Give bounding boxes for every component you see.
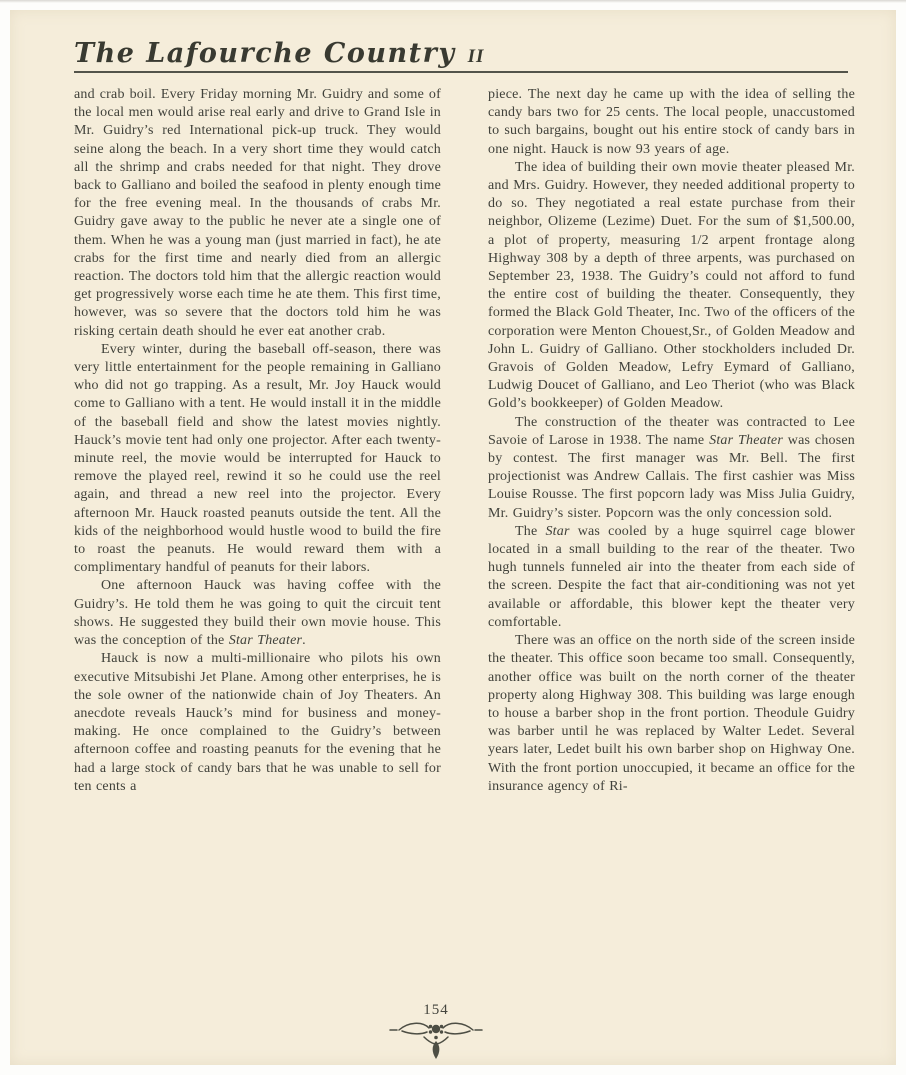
paragraph	[488, 159, 855, 414]
text-segment: One afternoon Hauck was having coffee with the Guidry’s. He told them he was going to quit the circuit tent shows. He suggested they build their own movie house. This was the conception of the	[74, 578, 441, 649]
page-header	[10, 10, 896, 73]
paragraph	[74, 650, 441, 796]
text-segment: piece. The next day he came up with the idea of selling the candy bars two for 25 cents. The local people, unaccustomed to such bargains, bought out his entire stock of candy bars in one night. Hauck is now 93 years of age.	[488, 87, 855, 157]
text-segment: and crab boil. Every Friday morning Mr. Guidry and some of the local men would arise real early and drive to Grand Isle in Mr. Guidry’s red International pick-up truck. They would seine along the beach. In a very short time they would catch all the shrimp and crabs needed for that night. They drove back to Galliano and boiled the seafood in plenty enough time for the free evening meal. In the thousands of crabs Mr. Guidry gave away to the public he never ate a single one of them. When he was a young man (just married in fact), he ate crabs for the first time and nearly died from an allergic reaction. The doctors told him that the allergic reaction would get progressively worse each time he ate them. This first time, however, was so severe that the doctors told him he was risking certain death should he ever eat another crab.	[74, 87, 441, 339]
text-segment: There was an office on the north side of the screen inside the theater. This office soon became too small. Consequently, another office was built on the north corner of the theater property along Highway 308. This building was large enough to house a barber shop in the front portion. Theodule Guidry was barber until he was replaced by Walter Ledet. Several years later, Ledet built his own barber shop on Highway One. With the front portion unoccupied, it became an office for the insurance agency of Ri-	[488, 633, 855, 794]
italic-text: Star Theater	[709, 432, 783, 448]
text-segment: The	[515, 523, 546, 539]
paragraph	[488, 414, 855, 523]
italic-text: Star Theater	[228, 633, 303, 649]
paragraph	[488, 523, 855, 632]
text-segment: Every winter, during the baseball off-season, there was very little entertainment for the people remaining in Galliano who did not go trapping. As a result, Mr. Joy Hauck would come to Galliano with a tent. He would install it in the middle of the baseball field and show the latest movies nightly. Hauck’s movie tent had only one projector. After each twenty-minute reel, the movie would be interrupted for Hauck to remove the played reel, rewind it so he could use the reel again, and thread a new reel into the projector. Every afternoon Mr. Hauck roasted peanuts outside the tent. All the kids of the neighborhood would hustle wood to build the fire to roast the peanuts. He would reward them with a complimentary handful of peanuts for their labors.	[74, 341, 442, 576]
text-segment: The construction of the theater was contracted to Lee Savoie of Larose in 1938. The name	[488, 414, 855, 448]
text-segment: was cooled by a huge squirrel cage blower located in a small building to the rear of the theater. Two hugh tunnels funneled air into the theater from each side of the screen. Despite the fact that air-conditioning was not yet available or affordable, this blower kept the theater very comfortable.	[488, 523, 855, 630]
book-title: The Lafourche Country	[74, 38, 456, 69]
running-head	[74, 38, 848, 69]
page-footer	[388, 1002, 484, 1061]
paragraph	[488, 86, 855, 159]
left-column	[74, 86, 441, 796]
paragraph	[74, 341, 441, 578]
text-segment: .	[302, 633, 306, 649]
paragraph	[74, 86, 441, 341]
text-segment: was chosen by contest. The first manager was Mr. Bell. The first projectionist was Andrew Callais. The first cashier was Miss Louise Rousse. The first popcorn lady was Miss Julia Guidry, Mr. Guidry’s sister. Popcorn was the only concession sold.	[488, 432, 856, 521]
volume-number: II	[467, 46, 485, 67]
text-segment: Hauck is now a multi-millionaire who pilots his own executive Mitsubishi Jet Plane. Among other enterprises, he is the sole owner of the nationwide chain of Joy Theaters. An anecdote reveals Hauck’s mind for business and money-making. He once complained to the Guidry’s between afternoon coffee and roasting peanuts for the evening that he had a large stock of candy bars that he was unable to sell for ten cents a	[74, 651, 441, 794]
text-segment: The idea of building their own movie theater pleased Mr. and Mrs. Guidry. However, they needed additional property to do so. They negotiated a real estate purchase from their neighbor, Olizeme (Lezime) Duet. For the sum of $1,500.00, a plot of property, measuring 1/2 arpent frontage along Highway 308 by a depth of three arpents, was purchased on September 23, 1938. The Guidry’s could not afford to fund the entire cost of building the theater. Consequently, they formed the Black Gold Theater, Inc. Two of the officers of the corporation were Menton Chouest,Sr., of Golden Meadow and John L. Guidry of Galliano. Other stockholders included Dr. Gravois of Golden Meadow, Lefry Eymard of Galliano, Ludwig Doucet of Galliano, and Leo Theriot (who was Black Gold’s bookkeeper) of Golden Meadow.	[488, 159, 855, 412]
paragraph	[74, 577, 441, 650]
paragraph	[488, 632, 855, 796]
page-number: 154	[423, 1002, 449, 1018]
text-columns	[10, 73, 896, 796]
right-column	[488, 86, 855, 796]
page-paper	[10, 10, 896, 1065]
italic-text: Star	[545, 523, 570, 539]
floral-flourish-icon	[388, 1017, 484, 1061]
